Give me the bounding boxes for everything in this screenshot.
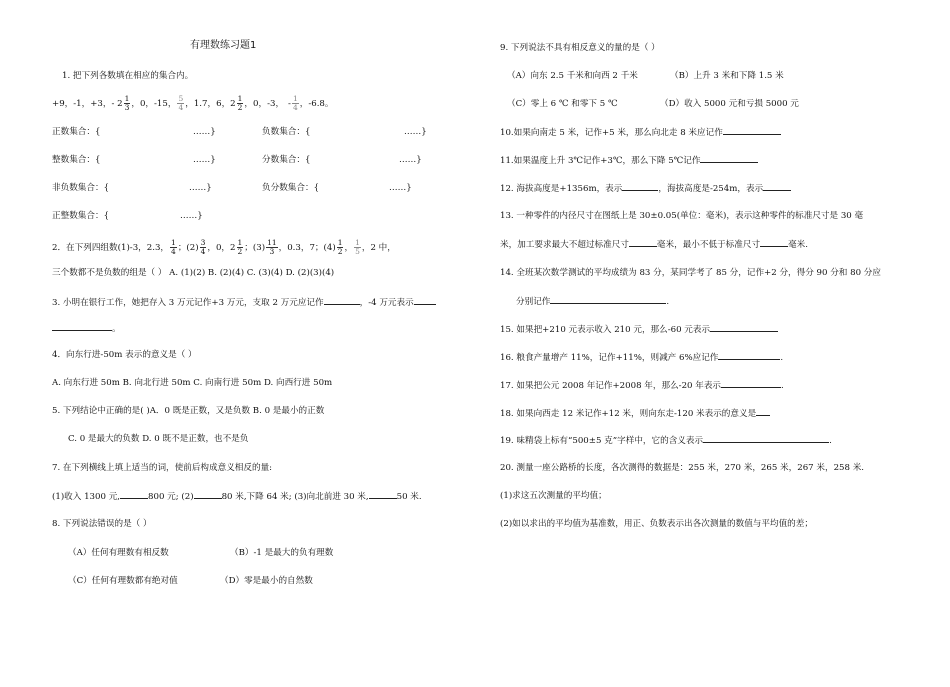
set-close: ……} [189, 183, 212, 193]
q1-numbers-a: +9，-1，+3，- 2 [52, 99, 123, 109]
q13-text: 毫米. [788, 240, 808, 250]
q16-text: . [780, 353, 784, 363]
q15-text: 15. 如果把+210 元表示收入 210 元，那么-60 元表示 [500, 325, 711, 335]
q14-text: . [666, 297, 670, 307]
q1-numbers-c: ，1.7，6， [185, 99, 231, 109]
q5-line2: C. 0 是最大的负数 D. 0 既不是正数，也不是负 [68, 434, 249, 444]
set-close: ……} [180, 211, 203, 221]
q10-text: 10.如果向南走 5 米，记作+5 米，那么向北走 8 米应记作 [500, 128, 723, 138]
q17-text: 17. 如果把公元 2008 年记作+2008 年，那么-20 年表示 [500, 381, 722, 391]
answer-blank[interactable] [703, 434, 829, 443]
q2-line1 [52, 239, 396, 256]
q4-options: A. 向东行进 50m B. 向北行进 50m C. 向南行进 50m D. 向西行进 50m [52, 378, 333, 388]
q9-option-b: （B）上升 3 米和下降 1.5 米 [670, 71, 784, 81]
fraction: $\frac{11}{3}$ [267, 238, 277, 256]
q13-line1: 13. 一种零件的内径尺寸在图纸上是 30±0.05(单位：毫米)，表示这种零件的标准尺寸是 30 毫 [500, 211, 864, 221]
q7-text: 80 米,下降 64 米; (3)向北前进 30 米, [221, 492, 369, 502]
answer-blank[interactable] [723, 126, 781, 135]
set-close: ……} [389, 183, 412, 193]
q1-numbers [52, 95, 334, 112]
q14-line1: 14. 全班某次数学测试的平均成绩为 83 分，某同学考了 85 分，记作+2 分，得分 90 分和 80 分应 [500, 268, 881, 278]
fraction: $\frac{1}{2}$ [337, 238, 343, 256]
q13-line2 [500, 238, 808, 251]
q2-text: 2．在下列四组数(1)-3，2.3， [52, 243, 170, 253]
answer-blank[interactable] [756, 407, 770, 416]
q13-text: 米，加工要求最大不超过标准尺寸 [500, 240, 629, 250]
q13-text: 毫米，最小不低于标准尺寸 [656, 240, 761, 250]
q2-text: ；(2) [177, 243, 199, 253]
q2-text: ；(3) [244, 243, 266, 253]
answer-blank[interactable] [763, 182, 791, 191]
q15-line [500, 323, 778, 336]
q18-line [500, 407, 770, 420]
q11-text: 11.如果温度上升 3℃记作+3℃，那么下降 5℃记作 [500, 156, 701, 166]
q17-text: . [781, 381, 784, 391]
q1-numbers-e: ，-6.8。 [299, 99, 334, 109]
q14-line2 [516, 295, 669, 308]
q3-text: 3. 小明在银行工作，她把存入 3 万元记作+3 万元，支取 2 万元应记作 [52, 298, 324, 308]
set-positive: 正数集合：{ [52, 127, 101, 137]
q7-text: 50 米. [396, 492, 422, 502]
q19-text: . [829, 436, 832, 446]
answer-blank[interactable] [120, 490, 148, 499]
q3-line2 [52, 322, 121, 335]
answer-blank[interactable] [414, 296, 436, 305]
answer-blank[interactable] [324, 296, 360, 305]
q8-option-c: （C）任何有理数都有绝对值 [68, 576, 178, 586]
q3-text: 。 [112, 324, 121, 334]
answer-blank[interactable] [700, 154, 758, 163]
fraction: $\frac{1}{3}$ [124, 94, 130, 112]
q19-line [500, 434, 832, 447]
q20-part1: (1)求这五次测量的平均值； [500, 491, 607, 501]
q9-option-d: （D）收入 5000 元和亏损 5000 元 [660, 99, 799, 109]
q2-text: ，0.3，7；(4) [278, 243, 336, 253]
answer-blank[interactable] [52, 322, 112, 331]
answer-blank[interactable] [710, 323, 778, 332]
q1-numbers-d: ，0，-3， [244, 99, 285, 109]
q4-stem: 4．向东行进-50m 表示的意义是（ ） [52, 350, 197, 360]
q11-line [500, 154, 758, 167]
fraction: $\frac{3}{4}$ [200, 238, 206, 256]
set-positive-integer: 正整数集合：{ [52, 211, 110, 221]
answer-blank[interactable] [760, 238, 788, 247]
q1-stem: 1. 把下列各数填在相应的集合内。 [62, 71, 194, 81]
q8-stem: 8. 下列说法错误的是（ ） [52, 519, 152, 529]
q10-line [500, 126, 781, 139]
fraction: $\frac{1}{4}$ [292, 94, 298, 112]
q2-text: ，0， [207, 243, 231, 253]
set-close: ……} [193, 155, 216, 165]
q5-line1: 5. 下列结论中正确的是( )A．0 既是正数，又是负数 B. 0 是最小的正数 [52, 406, 325, 416]
q2-text: ，2 中， [361, 243, 396, 253]
q3-line [52, 296, 436, 309]
answer-blank[interactable] [550, 295, 666, 304]
q20-part2: (2)如以求出的平均值为基准数，用正、负数表示出各次测量的数值与平均值的差； [500, 519, 813, 529]
set-close: ……} [399, 155, 422, 165]
fraction: $\frac{1}{2}$ [237, 94, 243, 112]
answer-blank[interactable] [718, 351, 780, 360]
q16-line [500, 351, 783, 364]
q9-stem: 9. 下列说法不具有相反意义的量的是（ ） [500, 43, 660, 53]
q2-text: ， [344, 243, 354, 253]
q12-text: 12. 海拔高度是+1356m，表示 [500, 184, 623, 194]
set-negative: 负数集合：{ [262, 127, 311, 137]
fraction: $\frac{1}{5}$ [355, 238, 360, 256]
q8-option-a: （A）任何有理数有相反数 [68, 548, 169, 558]
set-close: ……} [404, 127, 427, 137]
q7-text: (1)收入 1300 元, [52, 492, 121, 502]
set-nonnegative: 非负数集合：{ [52, 183, 110, 193]
q9-option-a: （A）向东 2.5 千米和向西 2 千米 [507, 71, 638, 81]
q12-line [500, 182, 791, 195]
q2-options: 三个数都不是负数的组是（ ） A. (1)(2) B. (2)(4) C. (3)(4) D. (2)(3)(4) [52, 268, 335, 278]
page-title: 有理数练习题1 [190, 40, 257, 51]
set-fraction: 分数集合：{ [262, 155, 311, 165]
q12-text: ，海拔高度是-254m，表示 [658, 184, 764, 194]
answer-blank[interactable] [721, 379, 781, 388]
q7-text: 800 元; (2) [148, 492, 194, 502]
fraction: $\frac{5}{4}$ [178, 94, 184, 112]
minus-sign: - [288, 99, 291, 109]
mixed-whole: 2 [230, 99, 236, 109]
answer-blank[interactable] [622, 182, 658, 191]
q8-option-d: （D）零是最小的自然数 [220, 576, 313, 586]
q8-option-b: （B）-1 是最大的负有理数 [230, 548, 334, 558]
q18-text: 18. 如果向西走 12 米记作+12 米，则向东走-120 米表示的意义是 [500, 409, 757, 419]
q7-stem: 7. 在下列横线上填上适当的词，使前后构成意义相反的量: [52, 463, 273, 473]
q1-numbers-b: ，0，-15， [131, 99, 177, 109]
q7-line [52, 490, 422, 503]
q19-text: 19. 味精袋上标有“500±5 克”字样中，它的含义表示 [500, 436, 704, 446]
q17-line [500, 379, 784, 392]
set-negative-fraction: 负分数集合：{ [262, 183, 320, 193]
answer-blank[interactable] [194, 490, 222, 499]
mixed-whole: 2 [230, 243, 236, 253]
fraction: $\frac{1}{2}$ [237, 238, 243, 256]
answer-blank[interactable] [629, 238, 657, 247]
q3-text: ，-4 万元表示 [359, 298, 414, 308]
q14-text: 分别记作 [516, 297, 551, 307]
set-integer: 整数集合：{ [52, 155, 101, 165]
q16-text: 16. 粮食产量增产 11%，记作+11%，则减产 6%应记作 [500, 353, 719, 363]
answer-blank[interactable] [369, 490, 397, 499]
set-close: ……} [193, 127, 216, 137]
q9-option-c: （C）零上 6 ℃ 和零下 5 ℃ [507, 99, 618, 109]
q20-stem: 20. 测量一座公路桥的长度，各次测得的数据是：255 米，270 米，265 米，267 米，258 米. [500, 463, 865, 473]
fraction: $\frac{1}{4}$ [171, 238, 176, 256]
